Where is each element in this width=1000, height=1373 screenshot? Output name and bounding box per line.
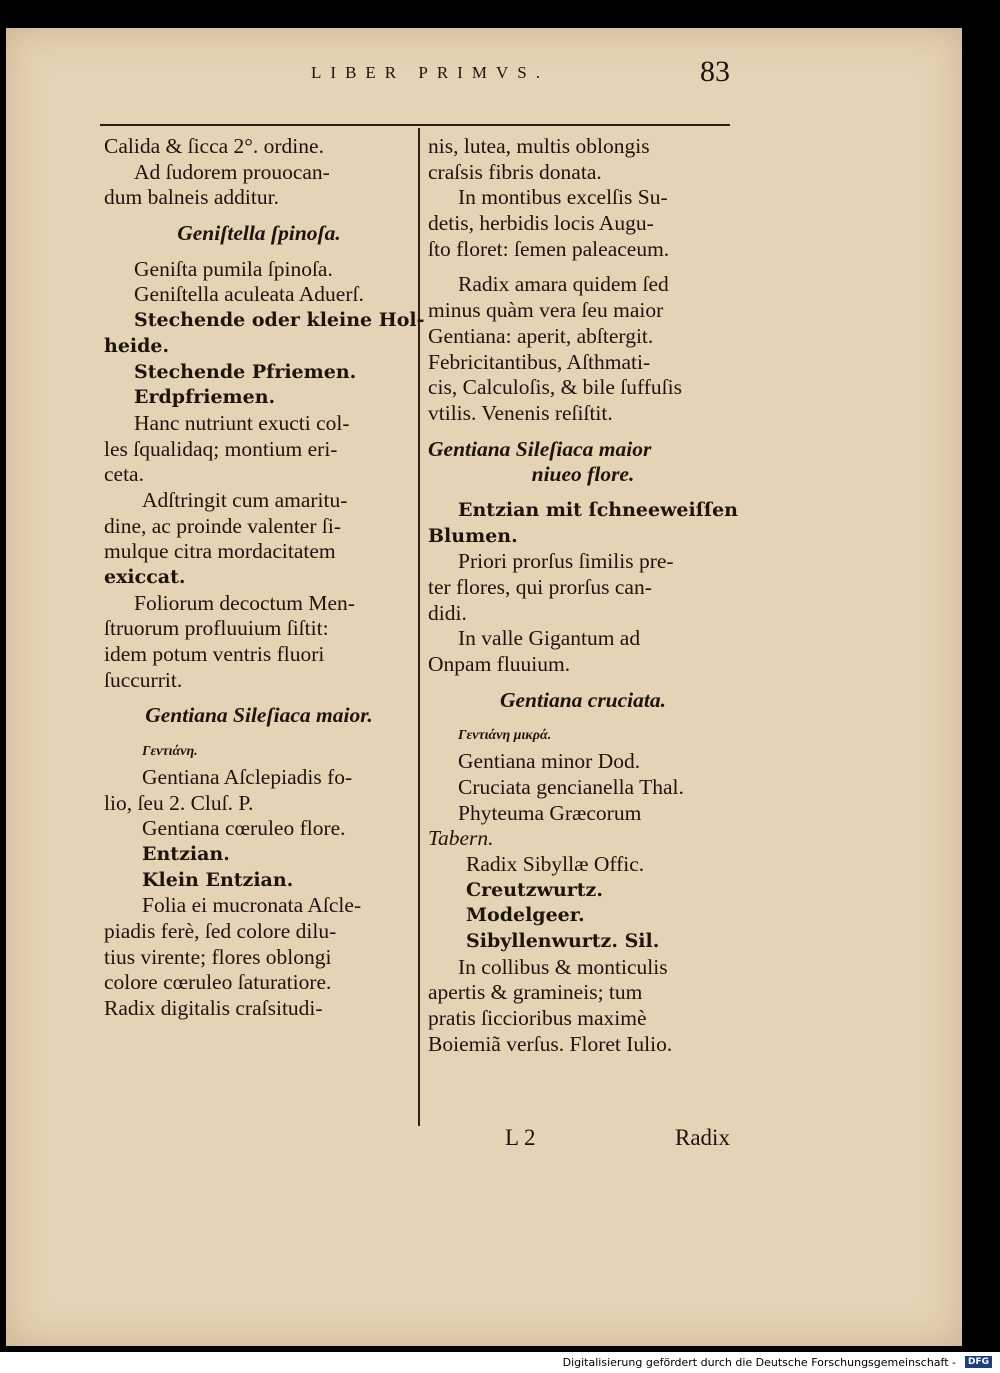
text-line: Geniſta pumila ſpinoſa. [134, 256, 333, 281]
text-line: ceta. [104, 462, 144, 487]
text-line: cis, Calculoſis, & bile ſuffuſis [428, 375, 683, 400]
text-line: minus quàm vera ſeu maior [428, 298, 664, 323]
signature-mark: L 2 [505, 1125, 536, 1150]
text-line: nis, lutea, multis oblongis [428, 134, 650, 158]
text-line: Sibyllenwurtz. Sil. [466, 929, 660, 952]
text-line: In valle Gigantum ad [458, 626, 641, 651]
text-line: didi. [428, 600, 467, 625]
text-line: Febricitantibus, Aſthmati- [428, 349, 651, 374]
page-number: 83 [700, 55, 730, 88]
footer-bar [0, 1352, 1000, 1373]
text-line: Phyteuma Græcorum [458, 800, 642, 825]
text-line: Tabern. [428, 826, 494, 851]
text-line: craſsis fibris donata. [428, 159, 602, 184]
text-line: Gentiana cœruleo flore. [142, 816, 346, 841]
text-line: ter flores, qui prorſus can- [428, 575, 652, 599]
text-line: vtilis. Venenis reſiſtit. [428, 400, 613, 425]
column-divider [418, 128, 420, 1126]
running-title: LIBER PRIMVS. [311, 63, 549, 82]
text-line: Folia ei mucronata Aſcle- [142, 893, 362, 918]
text-line: Erdpfriemen. [134, 386, 276, 409]
text-line: les ſqualidaq; montium eri- [104, 436, 338, 461]
text-line: Stechende Pfriemen. [134, 360, 357, 383]
text-line: Gentiana minor Dod. [458, 749, 641, 774]
text-line: Gentiana Aſclepiadis fo- [142, 764, 353, 789]
text-line: In collibus & monticulis [458, 954, 668, 979]
text-line: Entzian. [142, 842, 230, 865]
funding-note: Digitalisierung gefördert durch die Deutsche Forschungsgemeinschaft - [562, 1356, 956, 1369]
text-line: Blumen. [428, 524, 518, 547]
text-line: Onpam fluuium. [428, 652, 571, 677]
text-line: Radix amara quidem ſed [458, 272, 669, 297]
text-line: Gentiana: aperit, abſtergit. [428, 323, 654, 348]
text-line: Entzian mit ſchneeweiſſen [458, 498, 738, 521]
section-heading: Gentiana Sileſiaca maior [428, 436, 652, 461]
section-heading: Geniſtella ſpinoſa. [177, 221, 341, 246]
text-line: dine, ac proinde valenter ſi- [104, 513, 341, 538]
text-line: exiccat. [104, 566, 186, 588]
text-line: Cruciata gencianella Thal. [458, 774, 684, 799]
header-rule [100, 124, 730, 126]
text-line: Radix digitalis craſsitudi- [104, 996, 323, 1020]
text-line: tius virente; flores oblongi [104, 944, 332, 969]
text-line: ſto floret: ſemen paleaceum. [428, 236, 670, 261]
text-line: mulque citra mordacitatem [104, 539, 336, 564]
text-line: dum balneis additur. [104, 185, 279, 210]
text-line: Hanc nutriunt exucti col- [134, 410, 350, 435]
text-line: idem potum ventris fluori [104, 642, 325, 667]
dfg-logo: DFG [965, 1356, 992, 1368]
text-line: Klein Entzian. [142, 868, 294, 891]
text-line: pratis ſiccioribus maximè [428, 1006, 647, 1030]
left-column [104, 134, 425, 1022]
text-line: Radix Sibyllæ Offic. [466, 851, 645, 876]
text-line: lio, ſeu 2. Cluſ. P. [104, 790, 254, 815]
text-line: Calida & ſicca 2°. ordine. [104, 134, 324, 158]
greek-name: Γεντιάνη. [142, 744, 198, 760]
text-line: Modelgeer. [466, 904, 585, 927]
text-line: colore cœruleo ſaturatiore. [104, 970, 332, 995]
text-line: Foliorum decoctum Men- [134, 590, 355, 615]
text-line: ſtruorum profluuium ſiſtit: [104, 616, 329, 641]
text-line: detis, herbidis locis Augu- [428, 211, 654, 236]
text-line: apertis & gramineis; tum [428, 980, 643, 1005]
text-line: In montibus excelſis Su- [458, 185, 668, 210]
text-line: Stechende oder kleine Hol- [134, 309, 425, 332]
text-line: Adſtringit cum amaritu- [142, 487, 348, 512]
text-line: Geniſtella aculeata Aduerſ. [134, 282, 364, 307]
text-line: Priori prorſus ſimilis pre- [458, 549, 674, 574]
right-column [428, 134, 738, 1057]
catchword: Radix [675, 1125, 730, 1150]
text-line: heide. [104, 334, 170, 357]
text-line: ſuccurrit. [104, 667, 183, 692]
text-line: Boiemiã verſus. Floret Iulio. [428, 1031, 673, 1056]
text-line: piadis ferè, ſed colore dilu- [104, 918, 337, 943]
section-heading: Gentiana cruciata. [499, 687, 667, 712]
section-heading: Gentiana Sileſiaca maior. [145, 703, 373, 728]
text-line: Creutzwurtz. [466, 878, 603, 901]
section-heading: niueo flore. [531, 462, 635, 487]
greek-name: Γεντιάνη μικρά. [458, 728, 552, 744]
text-line: Ad ſudorem prouocan- [134, 159, 330, 184]
